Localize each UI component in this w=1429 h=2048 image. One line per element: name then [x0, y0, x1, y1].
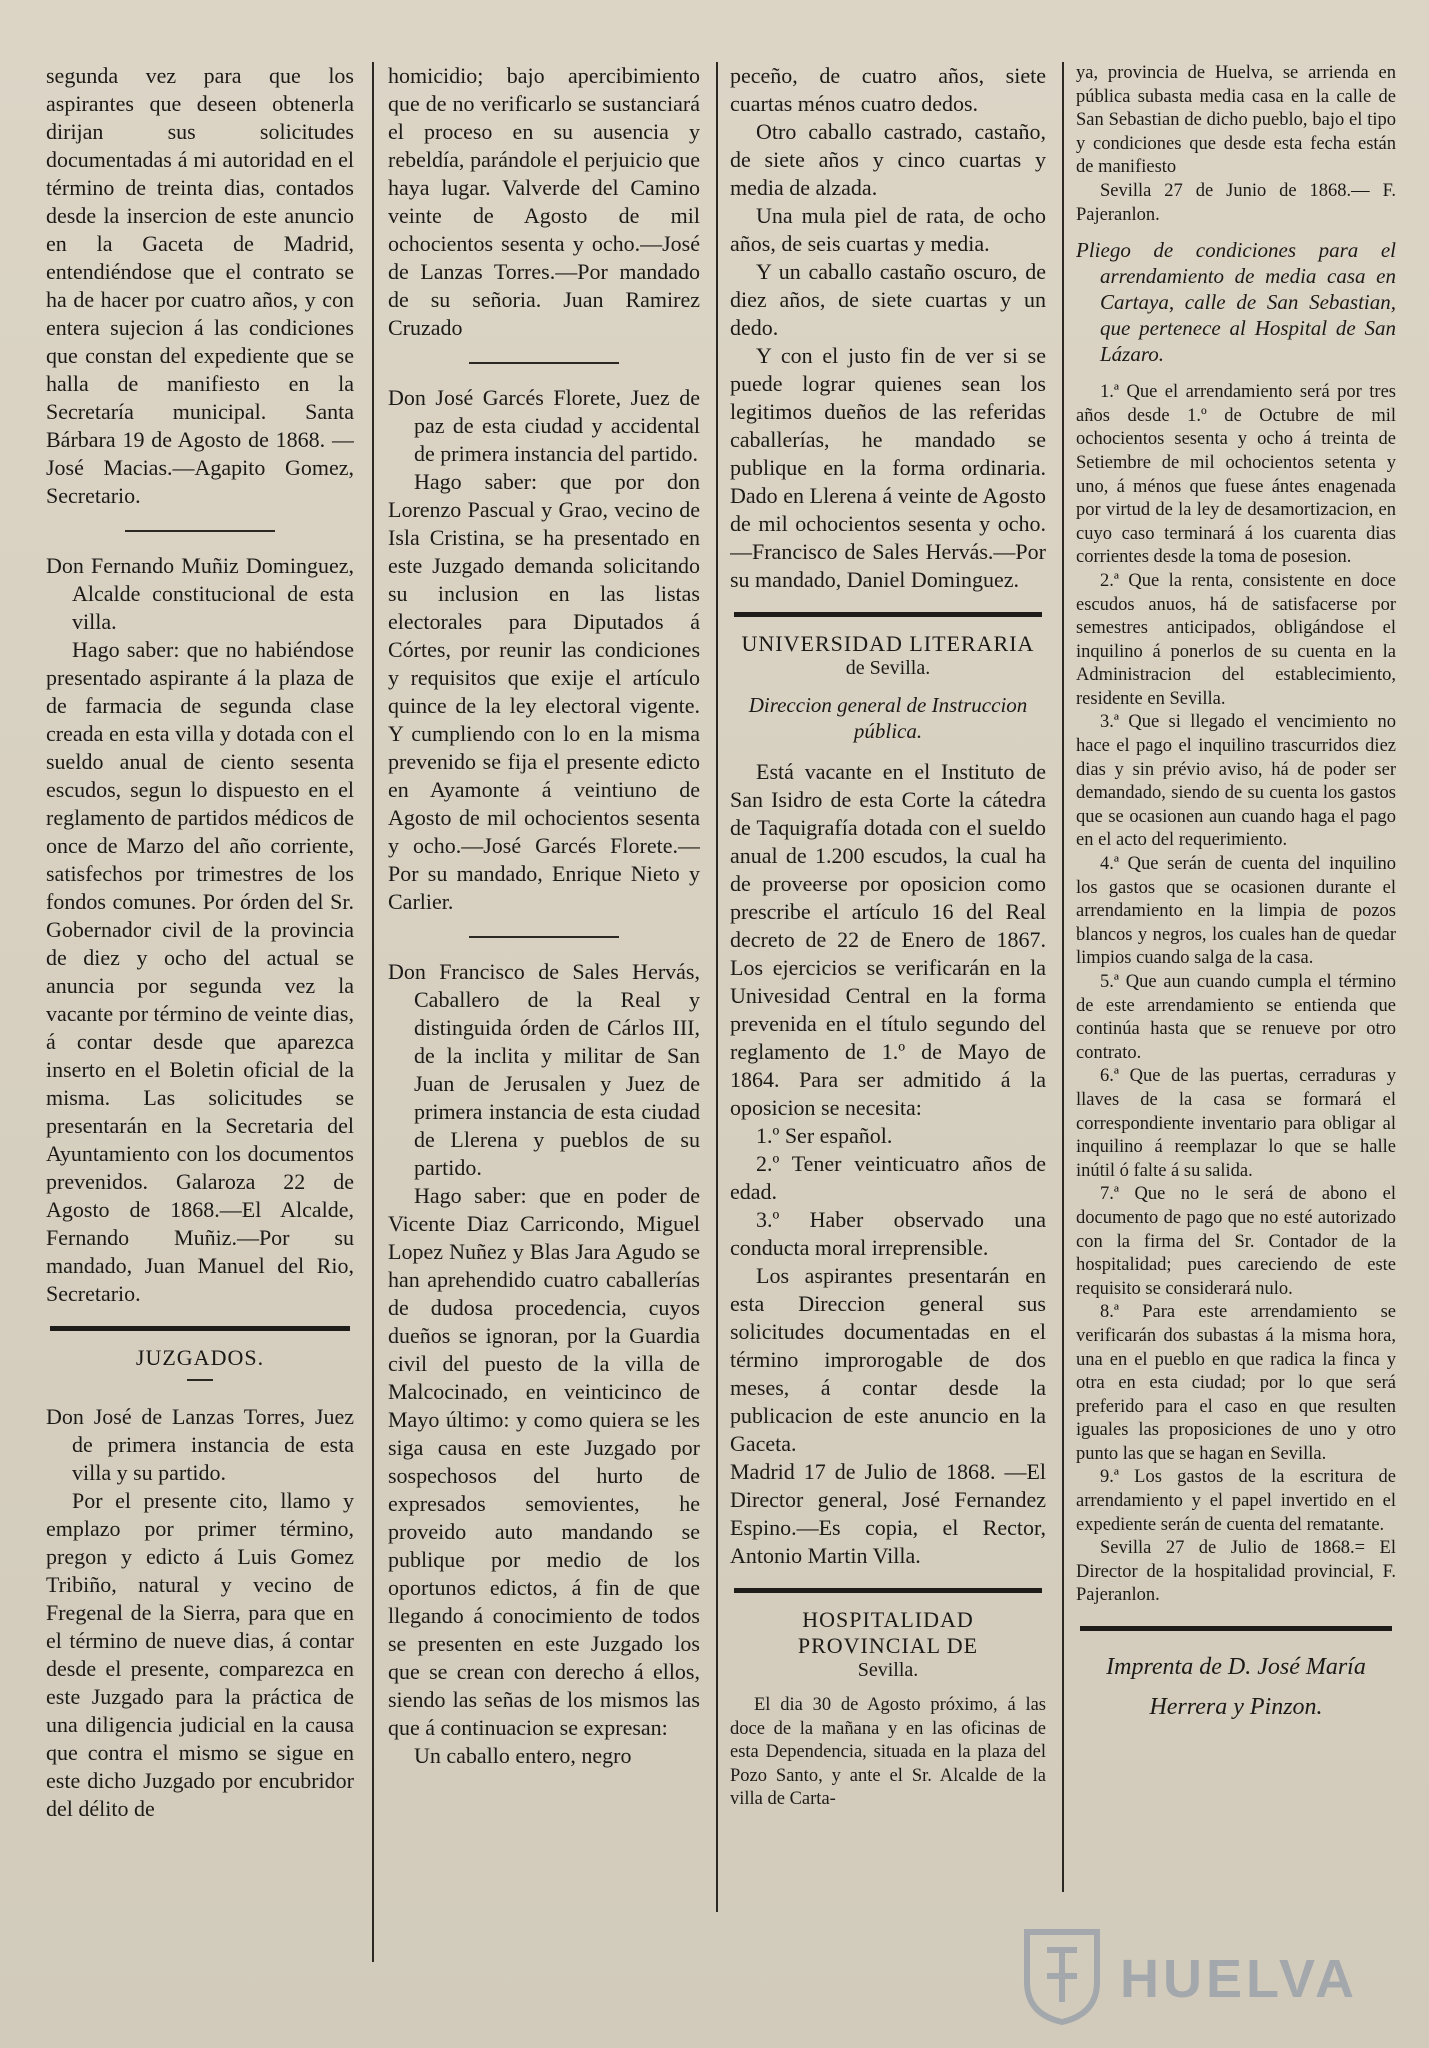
- announcement-valverde: Por el presente cito, llamo y emplazo por primer término, pregon y edicto á Luis Gomez Tribiño, natural y vecino de Fregenal de la Sierra, para que en el término de nueve dias, á contar desde el presente, comparezca en este Juzgado para la práctica de una diligencia judicial en la causa que contra el mismo se sigue en este dicho Juzgado por encubridor del délito de: [46, 1488, 354, 1821]
- separator: [469, 362, 619, 364]
- column-2: [388, 62, 700, 2018]
- announcement-llerena-item: Un caballo entero, negro: [414, 1743, 632, 1768]
- column-3: [730, 62, 1046, 2018]
- announcement-valverde-cont: homicidio; bajo apercibimiento que de no verificarlo se sustanciará el proceso en su ausencia y rebeldía, parándole el perjuicio que haya lugar. Valverde del Camino veinte de Agosto de mil ochocientos sesenta y ocho.—José de Lanzas Torres.—Por mandado de su señoria. Juan Ramirez Cruzado: [388, 63, 700, 340]
- announcement-santa-barbara: segunda vez para que los aspirantes que deseen obtenerla dirijan sus solicitudes documentadas á mi autoridad en el término de treinta dias, contados desde la insercion de este anuncio en la Gaceta de Madrid, entendiéndose que el contrato se ha de hacer por cuatro años, y con entera sujecion á las condiciones que constan del expediente que se halla de manifiesto en la Secretaría municipal. Santa Bárbara 19 de Agosto de 1868. —José Macias.—Agapito Gomez, Secretario.: [46, 63, 354, 508]
- announcement-aspirantes: Los aspirantes presentarán en esta Direccion general sus solicitudes documentadas en el término improrogable de dos meses, á contar desde la publicacion de este anuncio en la Gaceta.: [730, 1263, 1046, 1456]
- llerena-item-4: Y un caballo castaño oscuro, de diez años, de siete cuartas y un dedo.: [730, 259, 1046, 340]
- section-subheading-sevilla: de Sevilla.: [845, 657, 931, 679]
- llerena-item-3: Una mula piel de rata, de ocho años, de seis cuartas y media.: [730, 203, 1046, 256]
- announcement-llerena: Hago saber: que en poder de Vicente Diaz Carricondo, Miguel Lopez Nuñez y Blas Jara Agudo se han aprehendido cuatro caballerías de dudosa procedencia, cuyos dueños se ignoran, por la Guardia civil del puesto de la villa de Malcocinado, en veinticinco de Mayo último: y como quiera se les siga causa en este Juzgado por sospechosos del hurto de expresados semovientes, he proveido auto mandando se publique por medio de los oportunos edictos, á fin de que llegando á conocimiento de todos se presenten en este Juzgado los que se crean con derecho á ellos, siendo las señas de los mismos las que á continuacion se expresan:: [388, 1183, 700, 1740]
- announcement-llerena-end: Y con el justo fin de ver si se puede lograr quienes sean los legitimos dueños de las referidas caballerías, he mandado se publique en la forma ordinaria. Dado en Llerena á veinte de Agosto de mil ochocientos sesenta y ocho.—Francisco de Sales Hervás.—Por su mandado, Daniel Dominguez.: [730, 343, 1046, 592]
- archive-watermark: [1012, 1922, 1402, 2026]
- separator: [469, 936, 619, 938]
- column-rule: [716, 62, 718, 1912]
- column-4: [1076, 62, 1396, 2018]
- announcement-title-valverde: Don José de Lanzas Torres, Juez de primera instancia de esta villa y su partido.: [46, 1404, 354, 1485]
- announcement-title-galaroza: Don Fernando Muñiz Dominguez, Alcalde constitucional de esta villa.: [46, 553, 354, 634]
- column-rule: [1062, 62, 1064, 1892]
- announcement-title-llerena: Don Francisco de Sales Hervás, Caballero de la Real y distinguida órden de Cárlos III, de la inclita y militar de San Juan de Jerusalen y Juez de primera instancia de esta ciudad de Llerena y pueblos de su partido.: [388, 959, 700, 1180]
- imprint-line-2: Herrera y Pinzon.: [1149, 1694, 1323, 1721]
- announcement-taquigrafia: Está vacante en el Instituto de San Isidro de esta Corte la cátedra de Taquigrafía dotada con el sueldo anual de 1.200 escudos, la cual ha de proveerse por oposicion como prescribe el artículo 16 del Real decreto de 22 de Enero de 1867. Los ejercicios se verificarán en la Univesidad Central en la forma prevenida en el título segundo del reglamento de 1.º de Mayo de 1864. Para ser admitido á la oposicion se necesita:: [730, 759, 1046, 1120]
- column-rule: [372, 62, 374, 1962]
- condition-1: 1.ª Que el arrendamiento será por tres años desde 1.º de Octubre de mil ochocientos sesenta y ocho á treinta de Setiembre de mil ochocientos setenta y uno, á ménos que fuese ántes enagenada por virtud de la ley de desamortizacion, en cuyo caso terminará á los cuarenta dias corrientes desde la toma de posesion.: [1076, 382, 1396, 568]
- column-1: [46, 62, 354, 2018]
- heading-dash: [187, 1379, 213, 1381]
- section-heading-juzgados: JUZGADOS.: [135, 1345, 265, 1370]
- llerena-item-2: Otro caballo castrado, castaño, de siete años y cinco cuartas y media de alzada.: [730, 119, 1046, 200]
- requirement-1: 1.º Ser español.: [756, 1123, 893, 1148]
- imprint: [1076, 1647, 1396, 1727]
- announcement-subasta-cont: ya, provincia de Huelva, se arrienda en pública subasta media casa en la calle de San Sebastian de dicho pueblo, bajo el tipo y condiciones que desde esta fecha están de manifiesto: [1076, 63, 1396, 178]
- requirement-3: 3.º Haber observado una conducta moral irreprensible.: [730, 1207, 1046, 1260]
- condition-5: 5.ª Que aun cuando cumpla el término de este arrendamiento se entienda que continúa hasta que se renueve por otro contrato.: [1076, 972, 1396, 1063]
- section-heading-universidad: UNIVERSIDAD LITERARIA: [741, 631, 1035, 656]
- pliego-signature: Sevilla 27 de Julio de 1868.= El Director de la hospitalidad provincial, F. Pajeranlon.: [1076, 1538, 1396, 1606]
- condition-2: 2.ª Que la renta, consistente en doce escudos anuos, há de satisfacerse por semestres anticipados, obligándose el inquilino á ponerlos de su cuenta en la Administracion del establecimiento, residente en Sevilla.: [1076, 570, 1396, 709]
- announcement-madrid-signature: Madrid 17 de Julio de 1868. —El Director general, José Fernandez Espino.—Es copia, el Rector, Antonio Martin Villa.: [730, 1459, 1046, 1568]
- imprint-line-1: Imprenta de D. José María: [1106, 1654, 1366, 1681]
- condition-8: 8.ª Para este arrendamiento se verificarán dos subastas á la misma hora, una en el pueblo en que radica la finca y otra en esta ciudad; por lo que será preferido para el caso en que resulten iguales las proposiciones de uno y otro punto las que se hagan en Sevilla.: [1076, 1302, 1396, 1464]
- section-heading-hospitalidad: HOSPITALIDAD PROVINCIAL DE: [797, 1607, 979, 1658]
- announcement-subasta-signature: Sevilla 27 de Junio de 1868.— F. Pajeranlon.: [1076, 180, 1396, 225]
- requirement-2: 2.º Tener veinticuatro años de edad.: [730, 1151, 1046, 1204]
- llerena-item-1: peceño, de cuatro años, siete cuartas ménos cuatro dedos.: [730, 63, 1046, 116]
- announcement-subasta: El dia 30 de Agosto próximo, á las doce de la mañana y en las oficinas de esta Dependencia, situada en la plaza del Pozo Santo, y ante el Sr. Alcalde de la villa de Carta-: [730, 1695, 1046, 1810]
- condition-9: 9.ª Los gastos de la escritura de arrendamiento y el papel invertido en el expediente serán de cuenta del rematante.: [1076, 1467, 1396, 1535]
- section-subheading-sevilla-2: Sevilla.: [857, 1659, 919, 1681]
- pliego-heading: Pliego de condiciones para el arrendamiento de media casa en Cartaya, calle de San Sebastian, que pertenece al Hospital de San Lázaro.: [1076, 238, 1396, 367]
- announcement-galaroza: Hago saber: que no habiéndose presentado aspirante á la plaza de de farmacia de segunda clase creada en esta villa y dotada con el sueldo anual de ciento sesenta escudos, segun lo dispuesto en el reglamento de partidos médicos de once de Marzo del año corriente, satisfechos por trimestres de los fondos comunes. Por órden del Sr. Gobernador civil de la provincia de diez y ocho del actual se anuncia por segunda vez la vacante por término de veinte dias, á contar desde que aparezca inserto en el Boletin oficial de la misma. Las solicitudes se presentarán en la Secretaria del Ayuntamiento con los documentos prevenidos. Galaroza 22 de Agosto de 1868.—El Alcalde, Fernando Muñiz.—Por su mandado, Juan Manuel del Rio, Secretario.: [46, 637, 354, 1306]
- section-rule: [734, 612, 1042, 617]
- announcement-ayamonte: Hago saber: que por don Lorenzo Pascual y Grao, vecino de Isla Cristina, se ha presentado en este Juzgado demanda solicitando su inclusion en las listas electorales para Diputados á Córtes, por reunir las condiciones y requisitos que exije el artículo quince de la ley electoral vigente. Y cumpliendo con lo en la misma prevenido se fija el presente edicto en Ayamonte á veintiuno de Agosto de mil ochocientos sesenta y ocho.—José Garcés Florete.—Por su mandado, Enrique Nieto y Carlier.: [388, 469, 700, 914]
- section-rule: [50, 1326, 350, 1331]
- condition-7: 7.ª Que no le será de abono el documento de pago que no esté autorizado con la firma del Sr. Contador de la hospitalidad; pues careciendo de este requisito se considerará nulo.: [1076, 1184, 1396, 1299]
- announcement-title-ayamonte: Don José Garcés Florete, Juez de paz de esta ciudad y accidental de primera instancia del partido.: [388, 385, 700, 466]
- crest-icon: [1012, 1922, 1112, 2026]
- condition-4: 4.ª Que serán de cuenta del inquilino los gastos que se ocasionen durante el arrendamiento en la limpia de pozos blancos y negros, los cuales han de quedar limpios cuando salga de la casa.: [1076, 854, 1396, 969]
- direccion-heading: Direccion general de Instruccion pública.: [748, 693, 1028, 743]
- section-rule: [1080, 1626, 1392, 1631]
- condition-3: 3.ª Que si llegado el vencimiento no hace el pago el inquilino trascurridos diez dias y sin prévio aviso, há de poder ser demandado, siendo de su cuenta los gastos que se ocasionen aun cuando haga el pago en el acto del requerimiento.: [1076, 712, 1396, 851]
- watermark-text: HUELVA: [1120, 1949, 1358, 2009]
- condition-6: 6.ª Que de las puertas, cerraduras y llaves de la casa se formará el correspondiente inventario para obligar al inquilino á reemplazar lo que se halle inútil ó falte á su salida.: [1076, 1066, 1396, 1181]
- section-rule: [734, 1588, 1042, 1593]
- separator: [125, 530, 275, 532]
